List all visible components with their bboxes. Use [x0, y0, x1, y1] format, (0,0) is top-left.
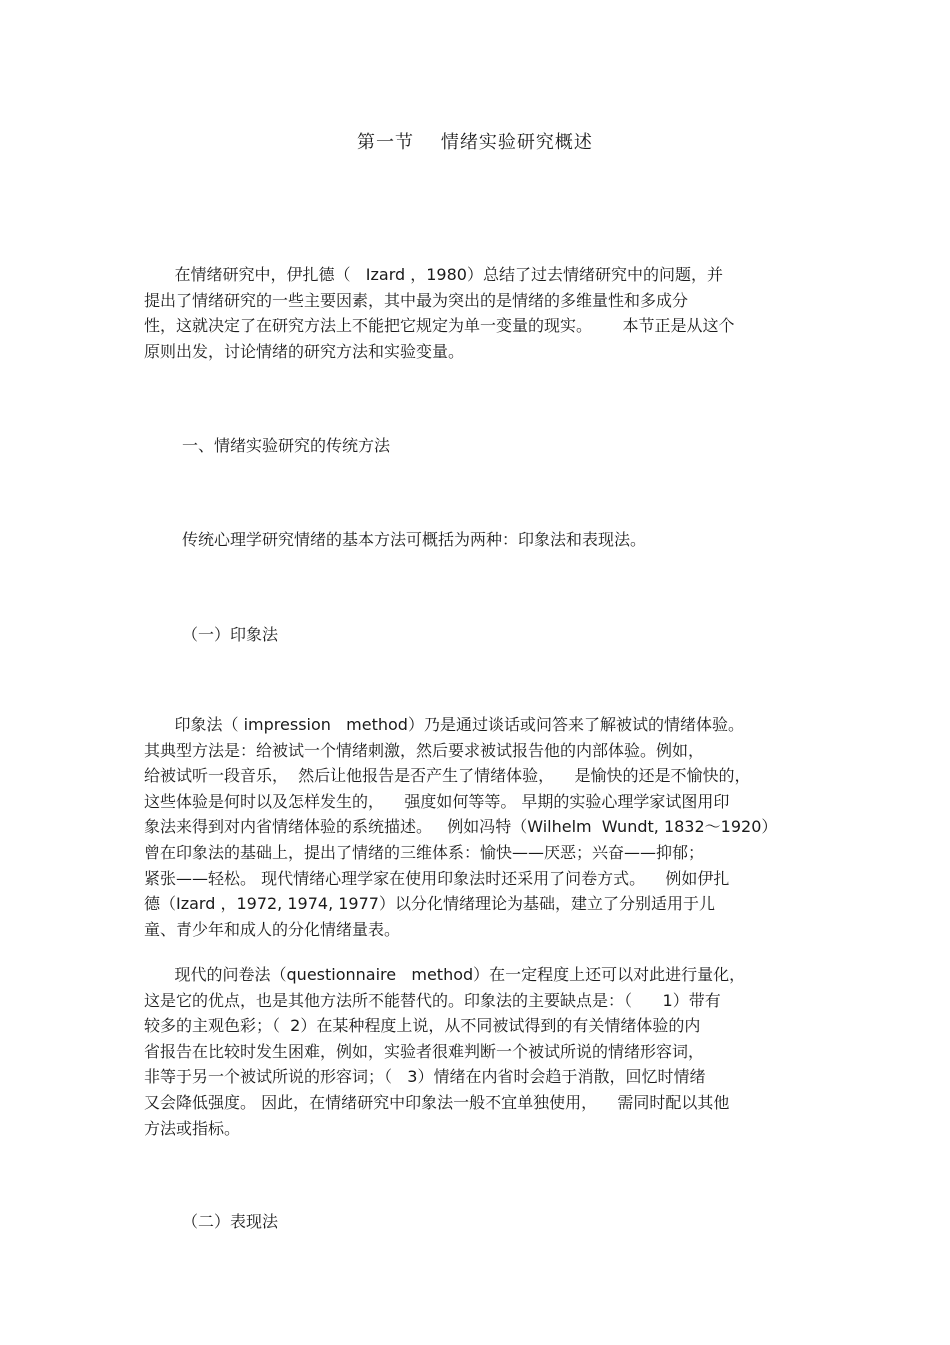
- impression-paragraph: [144, 712, 814, 942]
- questionnaire-line: 省报告在比较时发生困难，例如，实验者很难判断一个被试所说的情绪形容词，: [144, 1041, 705, 1061]
- questionnaire-line: 现代的问卷法（questionnaire method）在一定程度上还可以对此进行量化，: [144, 965, 746, 984]
- intro-line: 性，这就决定了在研究方法上不能把它规定为单一变量的现实。 本节正是从这个: [144, 316, 735, 336]
- impression-line: 德（Izard ，1972, 1974, 1977）以分化情绪理论为基础，建立了分别适用于儿: [144, 894, 715, 914]
- questionnaire-line: 非等于另一个被试所说的形容词；（ 3）情绪在内省时会趋于消散，回忆时情绪: [144, 1067, 706, 1087]
- questionnaire-line: 又会降低强度。 因此，在情绪研究中印象法一般不宜单独使用， 需同时配以其他: [144, 1092, 730, 1112]
- questionnaire-line: 这是它的优点，也是其他方法所不能替代的。印象法的主要缺点是：（ 1）带有: [144, 990, 721, 1010]
- section1-intro: 传统心理学研究情绪的基本方法可概括为两种：印象法和表现法。: [182, 530, 647, 549]
- subsection1-heading: （一）印象法: [182, 625, 279, 644]
- impression-line: 其典型方法是：给被试一个情绪刺激，然后要求被试报告他的内部体验。例如，: [144, 740, 705, 760]
- section1-heading: 一、情绪实验研究的传统方法: [182, 436, 391, 455]
- intro-line: 提出了情绪研究的一些主要因素，其中最为突出的是情绪的多维量性和多成分: [144, 290, 689, 310]
- impression-line: 象法来得到对内省情绪体验的系统描述。 例如冯特（Wilhelm Wundt, 1832～1920）: [144, 817, 778, 837]
- questionnaire-line: 较多的主观色彩；（ 2）在某种程度上说，从不同被试得到的有关情绪体验的内: [144, 1016, 701, 1036]
- impression-line: 紧张——轻松。 现代情绪心理学家在使用印象法时还采用了问卷方式。 例如伊扎: [144, 868, 730, 888]
- section-title: 第一节 情绪实验研究概述: [357, 132, 593, 153]
- impression-line: 童、青少年和成人的分化情绪量表。: [144, 919, 401, 939]
- impression-line: 印象法（ impression method）乃是通过谈话或问答来了解被试的情绪体验。: [144, 715, 744, 734]
- intro-line: 在情绪研究中，伊扎德（ Izard ，1980）总结了过去情绪研究中的问题，并: [144, 265, 723, 284]
- impression-line: 这些体验是何时以及怎样发生的， 强度如何等等。 早期的实验心理学家试图用印: [144, 791, 730, 811]
- questionnaire-line: 方法或指标。: [144, 1118, 241, 1138]
- subsection2-heading: （二）表现法: [182, 1212, 279, 1231]
- intro-line: 原则出发，讨论情绪的研究方法和实验变量。: [144, 341, 465, 361]
- impression-line: 给被试听一段音乐， 然后让他报告是否产生了情绪体验， 是愉快的还是不愉快的，: [144, 766, 751, 786]
- impression-line: 曾在印象法的基础上，提出了情绪的三维体系：愉快——厌恶；兴奋——抑郁；: [144, 842, 705, 862]
- questionnaire-paragraph: [144, 962, 814, 1141]
- intro-paragraph: [144, 262, 814, 364]
